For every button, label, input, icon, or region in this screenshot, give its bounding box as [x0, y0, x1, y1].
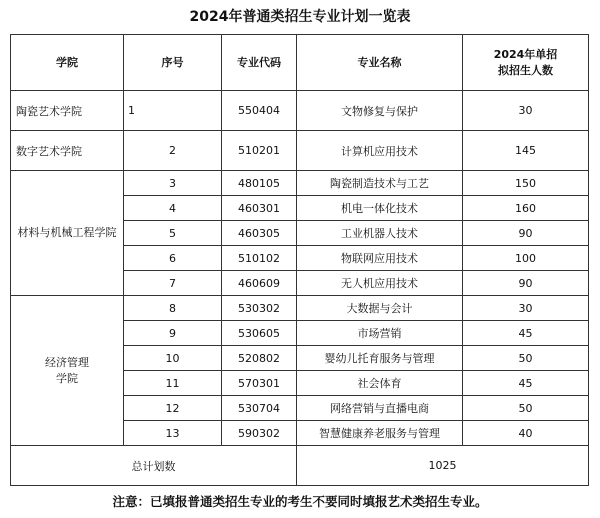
name-cell: 大数据与会计 [297, 296, 463, 321]
table-row [11, 131, 589, 171]
enrollment-plan-table [10, 34, 589, 486]
seq-cell: 5 [124, 221, 222, 246]
quota-cell: 90 [463, 221, 589, 246]
college-cell [11, 296, 124, 446]
total-row [11, 446, 589, 486]
code-cell: 460301 [222, 196, 297, 221]
notice-text: 注意：已填报普通类招生专业的考生不要同时填报艺术类招生专业。 [112, 494, 488, 509]
name-cell: 无人机应用技术 [297, 271, 463, 296]
seq-cell: 3 [124, 171, 222, 196]
quota-cell: 50 [463, 346, 589, 371]
code-cell: 590302 [222, 421, 297, 446]
total-label: 总计划数 [11, 446, 297, 486]
seq-cell: 2 [124, 131, 222, 171]
header-seq: 序号 [124, 35, 222, 91]
code-cell: 530704 [222, 396, 297, 421]
code-cell: 480105 [222, 171, 297, 196]
header-college: 学院 [11, 35, 124, 91]
college-cell: 数字艺术学院 [11, 131, 124, 171]
quota-cell: 160 [463, 196, 589, 221]
name-cell: 网络营销与直播电商 [297, 396, 463, 421]
seq-cell: 4 [124, 196, 222, 221]
code-cell: 460305 [222, 221, 297, 246]
seq-cell: 10 [124, 346, 222, 371]
quota-cell: 45 [463, 321, 589, 346]
seq-cell: 6 [124, 246, 222, 271]
table-header-row [11, 35, 589, 91]
code-cell: 510102 [222, 246, 297, 271]
name-cell: 计算机应用技术 [297, 131, 463, 171]
code-cell: 570301 [222, 371, 297, 396]
quota-cell: 150 [463, 171, 589, 196]
seq-cell: 8 [124, 296, 222, 321]
table-row [11, 171, 589, 196]
header-name: 专业名称 [297, 35, 463, 91]
seq-cell: 12 [124, 396, 222, 421]
quota-cell: 30 [463, 91, 589, 131]
table-row [11, 296, 589, 321]
name-cell: 工业机器人技术 [297, 221, 463, 246]
total-value: 1025 [297, 446, 589, 486]
code-cell: 520802 [222, 346, 297, 371]
name-cell: 婴幼儿托育服务与管理 [297, 346, 463, 371]
seq-cell: 7 [124, 271, 222, 296]
seq-cell: 13 [124, 421, 222, 446]
college-economics-line1: 经济管理 [45, 355, 89, 369]
quota-cell: 90 [463, 271, 589, 296]
name-cell: 陶瓷制造技术与工艺 [297, 171, 463, 196]
name-cell: 机电一体化技术 [297, 196, 463, 221]
table-row [11, 91, 589, 131]
quota-cell: 50 [463, 396, 589, 421]
name-cell: 市场营销 [297, 321, 463, 346]
name-cell: 智慧健康养老服务与管理 [297, 421, 463, 446]
header-quota-line1: 2024年单招 [493, 47, 558, 61]
college-cell: 材料与机械工程学院 [11, 171, 124, 296]
header-quota [463, 35, 589, 91]
quota-cell: 30 [463, 296, 589, 321]
code-cell: 550404 [222, 91, 297, 131]
college-economics-line2: 学院 [56, 371, 78, 385]
name-cell: 物联网应用技术 [297, 246, 463, 271]
college-cell: 陶瓷艺术学院 [11, 91, 124, 131]
seq-cell: 11 [124, 371, 222, 396]
code-cell: 460609 [222, 271, 297, 296]
header-code: 专业代码 [222, 35, 297, 91]
page-title: 2024年普通类招生专业计划一览表 [189, 9, 411, 25]
quota-cell: 100 [463, 246, 589, 271]
quota-cell: 145 [463, 131, 589, 171]
code-cell: 530302 [222, 296, 297, 321]
name-cell: 文物修复与保护 [297, 91, 463, 131]
name-cell: 社会体育 [297, 371, 463, 396]
quota-cell: 40 [463, 421, 589, 446]
code-cell: 510201 [222, 131, 297, 171]
header-quota-line2: 拟招生人数 [498, 63, 553, 77]
code-cell: 530605 [222, 321, 297, 346]
seq-cell: 9 [124, 321, 222, 346]
quota-cell: 45 [463, 371, 589, 396]
seq-cell: 1 [124, 91, 222, 131]
